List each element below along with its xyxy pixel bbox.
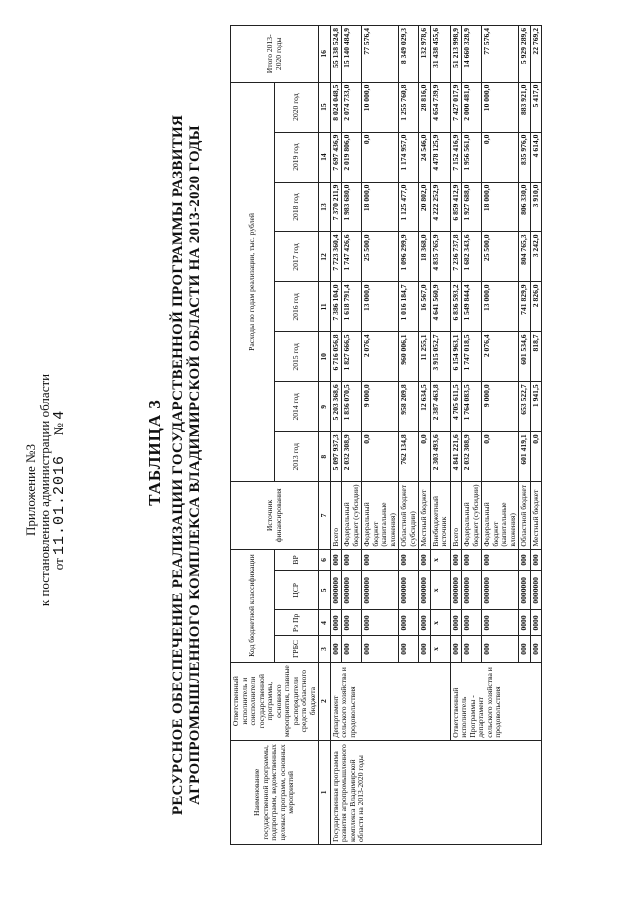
col-2013: 2013 год [275,432,319,482]
year-value: 4 654 739,9 [430,82,450,132]
column-number: 15 [319,82,331,132]
csr-code: 0000000 [482,571,519,610]
funding-source: Всего [450,482,462,549]
year-value: 7 152 416,9 [450,132,462,182]
year-value: 10 000,0 [482,82,519,132]
funding-source: Федеральный бюджет (субсидии) [462,482,482,549]
year-value: 958 209,8 [399,382,419,432]
rzpr-code: 0000 [330,610,342,636]
year-value: 1 764 083,5 [462,382,482,432]
vr-code: 000 [519,549,531,571]
year-value: 4 841 221,6 [450,432,462,482]
year-value: 9 000,0 [482,382,519,432]
year-value: 28 816,0 [419,82,431,132]
year-value: 3 242,0 [530,232,542,282]
grbs-code: 000 [362,636,399,662]
year-value: 0,0 [419,432,431,482]
col-2020: 2020 год [275,82,319,132]
table-row [330,26,342,845]
col-grbs: ГРБС [275,636,319,662]
vr-code: 000 [419,549,431,571]
table-body [330,26,542,845]
year-value: 1 941,5 [530,382,542,432]
grbs-code: 000 [519,636,531,662]
year-value: 1 682 343,6 [462,232,482,282]
year-value: 2 032 308,9 [462,432,482,482]
year-value: 7 697 436,9 [330,132,342,182]
rzpr-code: 0000 [462,610,482,636]
col-kbk-header: Код бюджетной классификации [231,549,275,662]
column-number: 14 [319,132,331,182]
col-total-header: Итого 2013-2020 годы [231,26,319,83]
total-value: 77 576,4 [482,26,519,83]
decree-number: 4 [51,409,68,420]
vr-code: 000 [362,549,399,571]
decree-date: 11.01.2016 [51,454,68,555]
grbs-code: 000 [399,636,419,662]
year-value: 960 006,1 [399,332,419,382]
year-value: 24 546,0 [419,132,431,182]
year-value: 0,0 [482,132,519,182]
funding-source: Местный бюджет [419,482,431,549]
total-value: 8 349 029,3 [399,26,419,83]
year-value: 835 976,0 [519,132,531,182]
year-value: 601 419,1 [519,432,531,482]
csr-code: 0000000 [342,571,362,610]
year-value: 0,0 [482,432,519,482]
rzpr-code: 0000 [342,610,362,636]
year-value: 5 417,0 [530,82,542,132]
year-value: 1 255 760,8 [399,82,419,132]
year-value: 0,0 [530,432,542,482]
year-value: 6 154 963,1 [450,332,462,382]
col-2017: 2017 год [275,232,319,282]
year-value: 6 836 593,2 [450,282,462,332]
grbs-code: x [430,636,450,662]
rzpr-code: 0000 [419,610,431,636]
year-value: 5 097 937,3 [330,432,342,482]
year-value: 13 000,0 [362,282,399,332]
year-value: 25 500,0 [362,232,399,282]
col-source-header: Источник финансирования [231,482,319,549]
year-value: 4 641 560,9 [430,282,450,332]
year-value: 9 000,0 [362,382,399,432]
year-value: 3 910,0 [530,182,542,232]
year-value: 20 802,0 [419,182,431,232]
csr-code: 0000000 [450,571,462,610]
column-number: 12 [319,232,331,282]
appendix-header [24,330,67,650]
year-value: 804 765,3 [519,232,531,282]
year-value: 11 255,1 [419,332,431,382]
title-line-1: РЕСУРСНОЕ ОБЕСПЕЧЕНИЕ РЕАЛИЗАЦИИ ГОСУДАРСТВЕННОЙ ПРОГРАММЫ РАЗВИТИЯ [170,114,186,816]
year-value: 1 927 688,0 [462,182,482,232]
csr-code: 0000000 [399,571,419,610]
col-name-header: Наименование государственной программы, подпрограмм, ведомственных целевых программ, основных мероприятий [231,740,319,844]
funding-source: Всего [330,482,342,549]
column-number: 5 [319,571,331,610]
year-value: 762 134,8 [399,432,419,482]
year-value: 12 634,5 [419,382,431,432]
rzpr-code: 0000 [399,610,419,636]
year-value: 18 000,0 [362,182,399,232]
decree-label: к постановлению администрации области [37,373,52,607]
vr-code: 000 [530,549,542,571]
year-value: 2 032 308,9 [342,432,362,482]
year-value: 1 549 844,4 [462,282,482,332]
year-value: 806 330,0 [519,182,531,232]
grbs-code: 000 [482,636,519,662]
csr-code: 0000000 [462,571,482,610]
year-value: 18 000,0 [482,182,519,232]
col-vr: ВР [275,549,319,571]
year-value: 13 000,0 [482,282,519,332]
year-value: 5 203 368,6 [330,382,342,432]
rzpr-code: 0000 [519,610,531,636]
document-title [170,85,204,845]
csr-code: x [430,571,450,610]
year-value: 1 096 299,9 [399,232,419,282]
year-value: 18 368,0 [419,232,431,282]
csr-code: 0000000 [419,571,431,610]
rzpr-code: 0000 [530,610,542,636]
date-prefix: от [51,558,66,571]
grbs-code: 000 [462,636,482,662]
year-value: 8 024 048,5 [330,82,342,132]
year-value: 741 829,9 [519,282,531,332]
year-value: 6 716 056,8 [330,332,342,382]
column-number: 13 [319,182,331,232]
year-value: 2 074 733,0 [342,82,362,132]
date-line [52,330,67,650]
year-value: 6 859 412,9 [450,182,462,232]
column-number: 7 [319,482,331,549]
year-value: 2 019 806,0 [342,132,362,182]
column-number: 3 [319,636,331,662]
grbs-code: 000 [450,636,462,662]
total-value: 77 576,4 [362,26,399,83]
vr-code: 000 [482,549,519,571]
csr-code: 0000000 [330,571,342,610]
program-name: Государственная программа развития агропромышленного комплекса Владимирской области на 2013-2020 годы [330,740,542,844]
vr-code: x [430,549,450,571]
total-value: 55 138 524,8 [330,26,342,83]
column-number: 1 [319,740,331,844]
column-number: 9 [319,382,331,432]
year-value: 601 534,6 [519,332,531,382]
funding-source: Областной бюджет (субсидии) [399,482,419,549]
year-value: 7 427 017,9 [450,82,462,132]
column-number: 8 [319,432,331,482]
year-value: 25 500,0 [482,232,519,282]
year-value: 1 836 070,5 [342,382,362,432]
col-resp-header: Ответственный исполнитель и соисполнители государственной программы, основного мероприятия, главные распорядители средств областного бюджета [231,662,319,740]
rzpr-code: 0000 [450,610,462,636]
year-value: 2 303 493,6 [430,432,450,482]
year-value: 1 016 184,7 [399,282,419,332]
col-rzpr: Рз Пр [275,610,319,636]
column-number: 2 [319,662,331,740]
funding-source: Федеральный бюджет (капитальные вложения) [482,482,519,549]
year-value: 4 222 252,9 [430,182,450,232]
grbs-code: 000 [342,636,362,662]
funding-source: Внебюджетный источник [430,482,450,549]
year-value: 883 921,0 [519,82,531,132]
rzpr-code: 0000 [482,610,519,636]
column-number: 4 [319,610,331,636]
year-value: 7 723 360,4 [330,232,342,282]
col-2015: 2015 год [275,332,319,382]
year-value: 2 076,4 [362,332,399,382]
year-value: 1 956 561,0 [462,132,482,182]
responsible-executor: Ответственный исполнитель Программы - департамент сельского хозяйства и продовольствия [450,662,542,740]
csr-code: 0000000 [519,571,531,610]
vr-code: 000 [330,549,342,571]
responsible-department: Департамент сельского хозяйства и продовольствия [330,662,450,740]
funding-source: Областной бюджет [519,482,531,549]
year-value: 2 826,0 [530,282,542,332]
year-value: 7 236 737,8 [450,232,462,282]
year-value: 1 747 426,6 [342,232,362,282]
year-value: 4 614,0 [530,132,542,182]
total-value: 51 213 998,9 [450,26,462,83]
table-row [450,26,462,845]
table-number: ТАБЛИЦА 3 [145,399,164,506]
total-value: 31 438 455,6 [430,26,450,83]
year-value: 2 387 463,8 [430,382,450,432]
year-value: 2 000 481,0 [462,82,482,132]
number-prefix: № [51,423,66,436]
year-value: 7 370 211,9 [330,182,342,232]
total-value: 22 769,2 [530,26,542,83]
vr-code: 000 [399,549,419,571]
column-number: 11 [319,282,331,332]
year-value: 1 827 666,5 [342,332,362,382]
vr-code: 000 [450,549,462,571]
appendix-label: Приложение №3 [23,444,38,536]
grbs-code: 000 [330,636,342,662]
col-csr: ЦСР [275,571,319,610]
year-value: 16 567,0 [419,282,431,332]
year-value: 10 000,0 [362,82,399,132]
total-value: 14 660 328,9 [462,26,482,83]
column-number: 16 [319,26,331,83]
year-value: 818,7 [530,332,542,382]
total-value: 132 978,6 [419,26,431,83]
year-value: 1 747 018,5 [462,332,482,382]
funding-source: Местный бюджет [530,482,542,549]
year-value: 7 386 104,0 [330,282,342,332]
total-value: 5 929 289,6 [519,26,531,83]
total-value: 15 140 484,9 [342,26,362,83]
year-value: 4 478 125,9 [430,132,450,182]
year-value: 4 835 765,9 [430,232,450,282]
year-value: 653 522,7 [519,382,531,432]
funding-source: Федеральный бюджет (капитальные вложения) [362,482,399,549]
year-value: 1 174 957,0 [399,132,419,182]
year-value: 2 076,4 [482,332,519,382]
funding-source: Федеральный бюджет (субсидии) [342,482,362,549]
column-number: 10 [319,332,331,382]
col-2019: 2019 год [275,132,319,182]
title-line-2: АГРОПРОМЫШЛЕННОГО КОМПЛЕКСА ВЛАДИМИРСКОЙ ОБЛАСТИ НА 2013-2020 ГОДЫ [187,125,203,805]
resource-table [230,25,542,845]
rzpr-code: x [430,610,450,636]
column-number-row [319,26,331,845]
rzpr-code: 0000 [362,610,399,636]
vr-code: 000 [462,549,482,571]
col-2014: 2014 год [275,382,319,432]
year-value: 0,0 [362,132,399,182]
grbs-code: 000 [530,636,542,662]
year-value: 4 705 611,5 [450,382,462,432]
col-2018: 2018 год [275,182,319,232]
year-value: 1 618 791,4 [342,282,362,332]
csr-code: 0000000 [362,571,399,610]
col-2016: 2016 год [275,282,319,332]
vr-code: 000 [342,549,362,571]
year-value: 1 983 680,0 [342,182,362,232]
col-expenses-header: Расходы по годам реализации, тыс. рублей [231,82,275,482]
csr-code: 0000000 [530,571,542,610]
column-number: 6 [319,549,331,571]
year-value: 3 915 052,7 [430,332,450,382]
grbs-code: 000 [419,636,431,662]
year-value: 0,0 [362,432,399,482]
year-value: 1 125 477,0 [399,182,419,232]
